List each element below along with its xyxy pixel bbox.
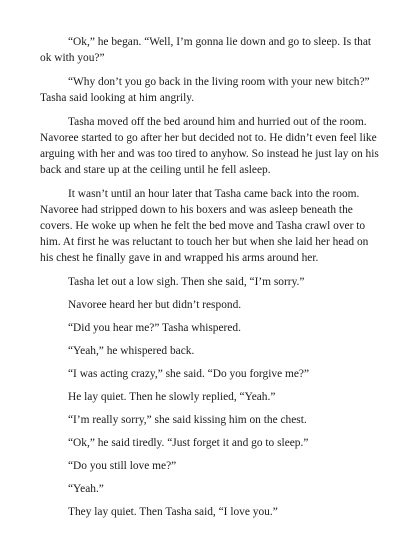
paragraph-2: “Why don’t you go back in the living room with your new bitch?” Tasha said looking at him angrily. [40,76,370,104]
paragraph-3: Tasha moved off the bed around him and hurried out of the room. Navoree started to go after her but decided not to. He didn’t even feel like arguing with her and was too tired to anyhow. So instead he just lay on his back and stare up at the ceiling until he fell asleep. [40,116,379,176]
paragraph-5: Tasha let out a low sigh. Then she said, “I’m sorry.” [68,276,305,288]
paragraph-8: “Yeah,” he whispered back. [68,345,195,357]
paragraph-10: He lay quiet. Then he slowly replied, “Yeah.” [68,391,276,403]
paragraph-11: “I’m really sorry,” she said kissing him on the chest. [68,414,307,426]
document-page [40,34,380,527]
paragraph-13: “Do you still love me?” [68,460,177,472]
paragraph-9: “I was acting crazy,” she said. “Do you forgive me?” [68,368,309,380]
paragraph-6: Navoree heard her but didn’t respond. [68,299,242,311]
paragraph-7: “Did you hear me?” Tasha whispered. [68,322,241,334]
paragraph-15: They lay quiet. Then Tasha said, “I love you.” [68,506,278,518]
paragraph-4: It wasn’t until an hour later that Tasha came back into the room. Navoree had stripped down to his boxers and was asleep beneath the covers. He woke up when he felt the bed move and Tasha crawl over to him. At first he was reluctant to touch her but when she laid her head on his chest he finally gave in and wrapped his arms around her. [40,188,369,264]
paragraph-12: “Ok,” he said tiredly. “Just forget it and go to sleep.” [68,437,309,449]
paragraph-1: “Ok,” he began. “Well, I’m gonna lie down and go to sleep. Is that ok with you?” [40,36,372,64]
paragraph-14: “Yeah.” [68,483,104,495]
